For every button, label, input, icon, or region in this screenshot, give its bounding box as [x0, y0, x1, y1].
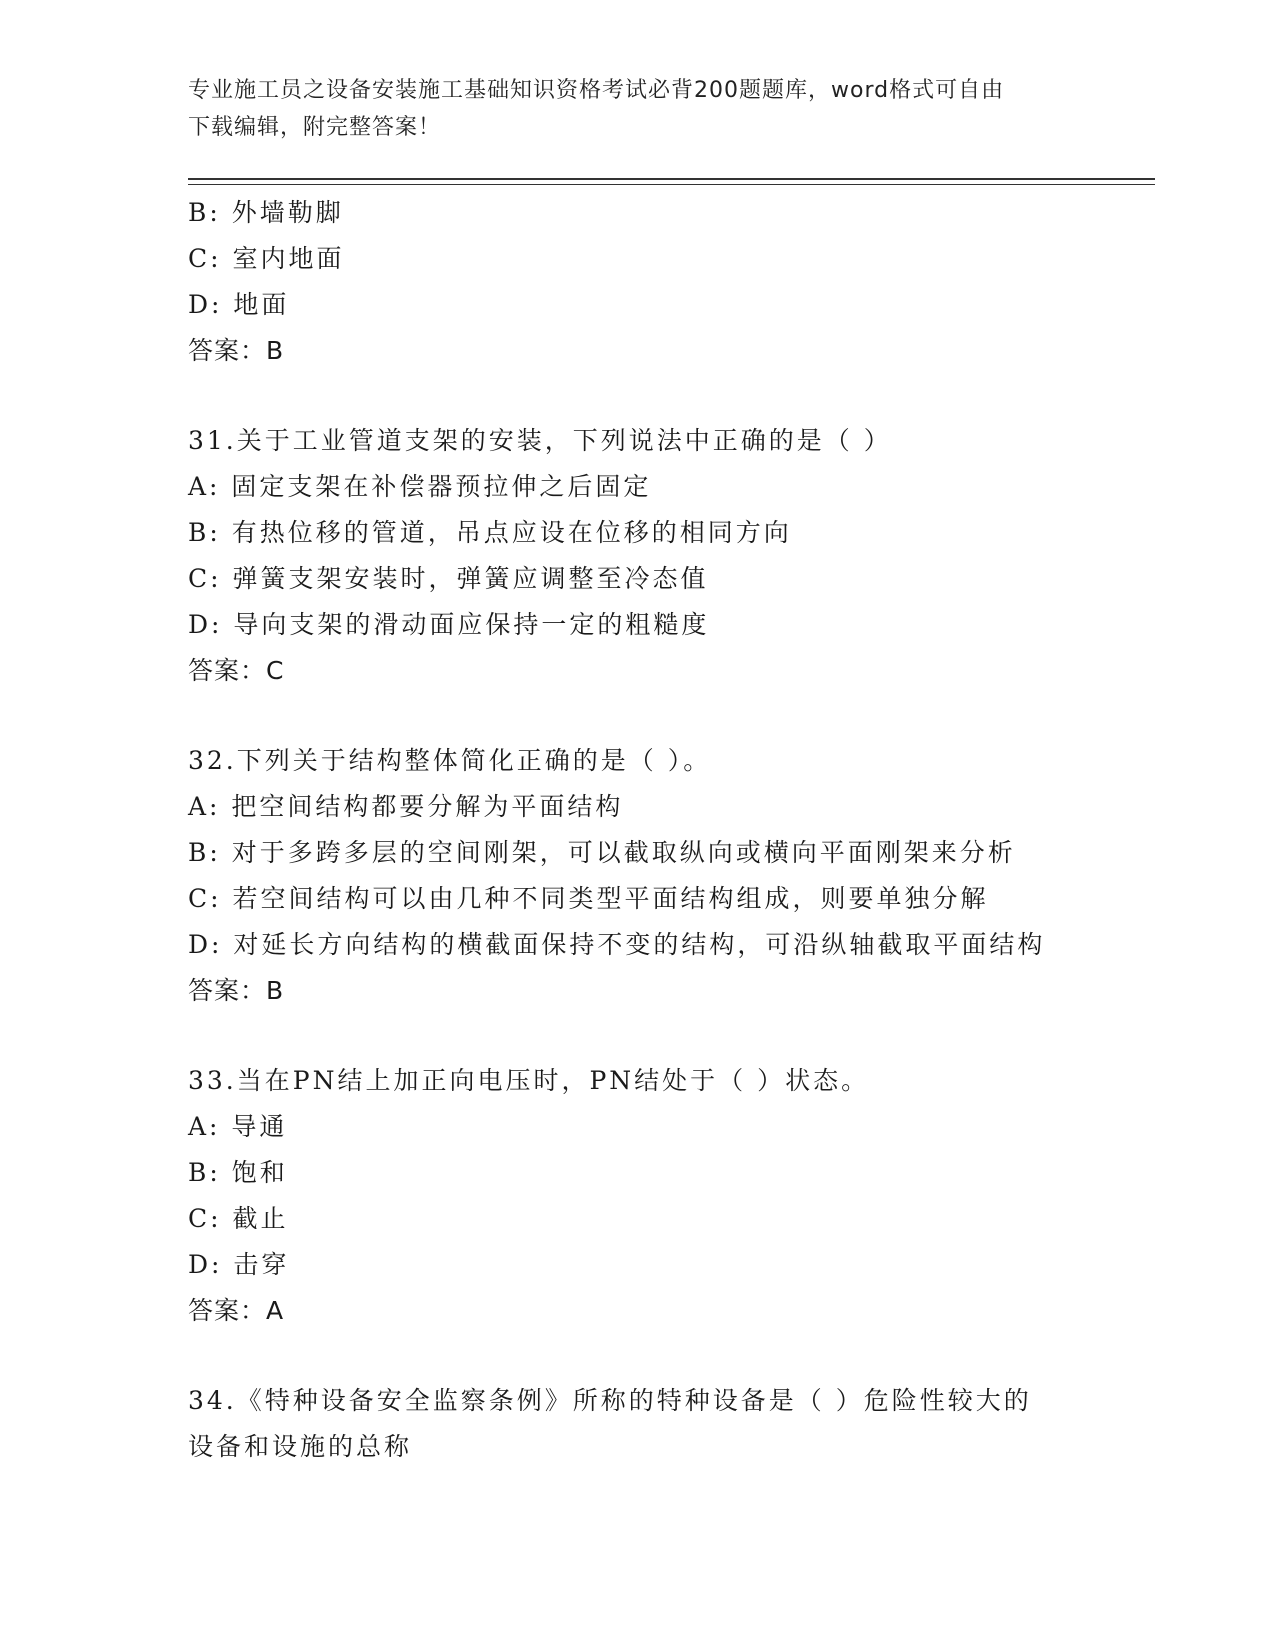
- spacer: [188, 1014, 1148, 1058]
- answer: 答案：B: [188, 336, 285, 365]
- option-b: B: 有热位移的管道，吊点应设在位移的相同方向: [188, 518, 792, 547]
- answer: 答案：C: [188, 656, 285, 685]
- option-d: D: 击穿: [188, 1250, 290, 1279]
- option-a: A: 导通: [188, 1112, 288, 1141]
- question-text-line-1: 34.《特种设备安全监察条例》所称的特种设备是（ ）危险性较大的: [188, 1386, 1032, 1415]
- option-c: C: 室内地面: [188, 244, 345, 273]
- option-d: D: 地面: [188, 290, 290, 319]
- question-text-line-2: 设备和设施的总称: [188, 1432, 413, 1461]
- question-32: [188, 738, 1148, 1014]
- option-d: D: 对延长方向结构的横截面保持不变的结构，可沿纵轴截取平面结构: [188, 930, 1046, 959]
- header-line-1: 专业施工员之设备安装施工基础知识资格考试必背200题题库，word格式可自由: [188, 78, 1005, 103]
- answer: 答案：B: [188, 976, 285, 1005]
- option-c: C: 弹簧支架安装时，弹簧应调整至冷态值: [188, 564, 709, 593]
- question-30: [188, 190, 1148, 374]
- option-a: A: 把空间结构都要分解为平面结构: [188, 792, 624, 821]
- answer: 答案：A: [188, 1296, 285, 1325]
- spacer: [188, 374, 1148, 418]
- spacer: [188, 1334, 1148, 1378]
- header-divider-thin: [188, 184, 1155, 185]
- header-line-2: 下载编辑，附完整答案！: [188, 115, 442, 140]
- question-34: [188, 1378, 1148, 1470]
- option-b: B: 外墙勒脚: [188, 198, 344, 227]
- option-c: C: 若空间结构可以由几种不同类型平面结构组成，则要单独分解: [188, 884, 989, 913]
- question-list: [188, 190, 1148, 1470]
- question-31: [188, 418, 1148, 694]
- option-b: B: 饱和: [188, 1158, 288, 1187]
- document-header: [188, 72, 1068, 146]
- question-text: 31.关于工业管道支架的安装，下列说法中正确的是（ ）: [188, 426, 892, 455]
- spacer: [188, 694, 1148, 738]
- option-b: B: 对于多跨多层的空间刚架，可以截取纵向或横向平面刚架来分析: [188, 838, 1016, 867]
- question-text: 33.当在PN结上加正向电压时，PN结处于（ ）状态。: [188, 1066, 870, 1095]
- question-33: [188, 1058, 1148, 1334]
- option-c: C: 截止: [188, 1204, 289, 1233]
- question-text: 32.下列关于结构整体简化正确的是（ ）。: [188, 746, 712, 775]
- header-divider-thick: [188, 178, 1155, 180]
- option-d: D: 导向支架的滑动面应保持一定的粗糙度: [188, 610, 710, 639]
- option-a: A: 固定支架在补偿器预拉伸之后固定: [188, 472, 652, 501]
